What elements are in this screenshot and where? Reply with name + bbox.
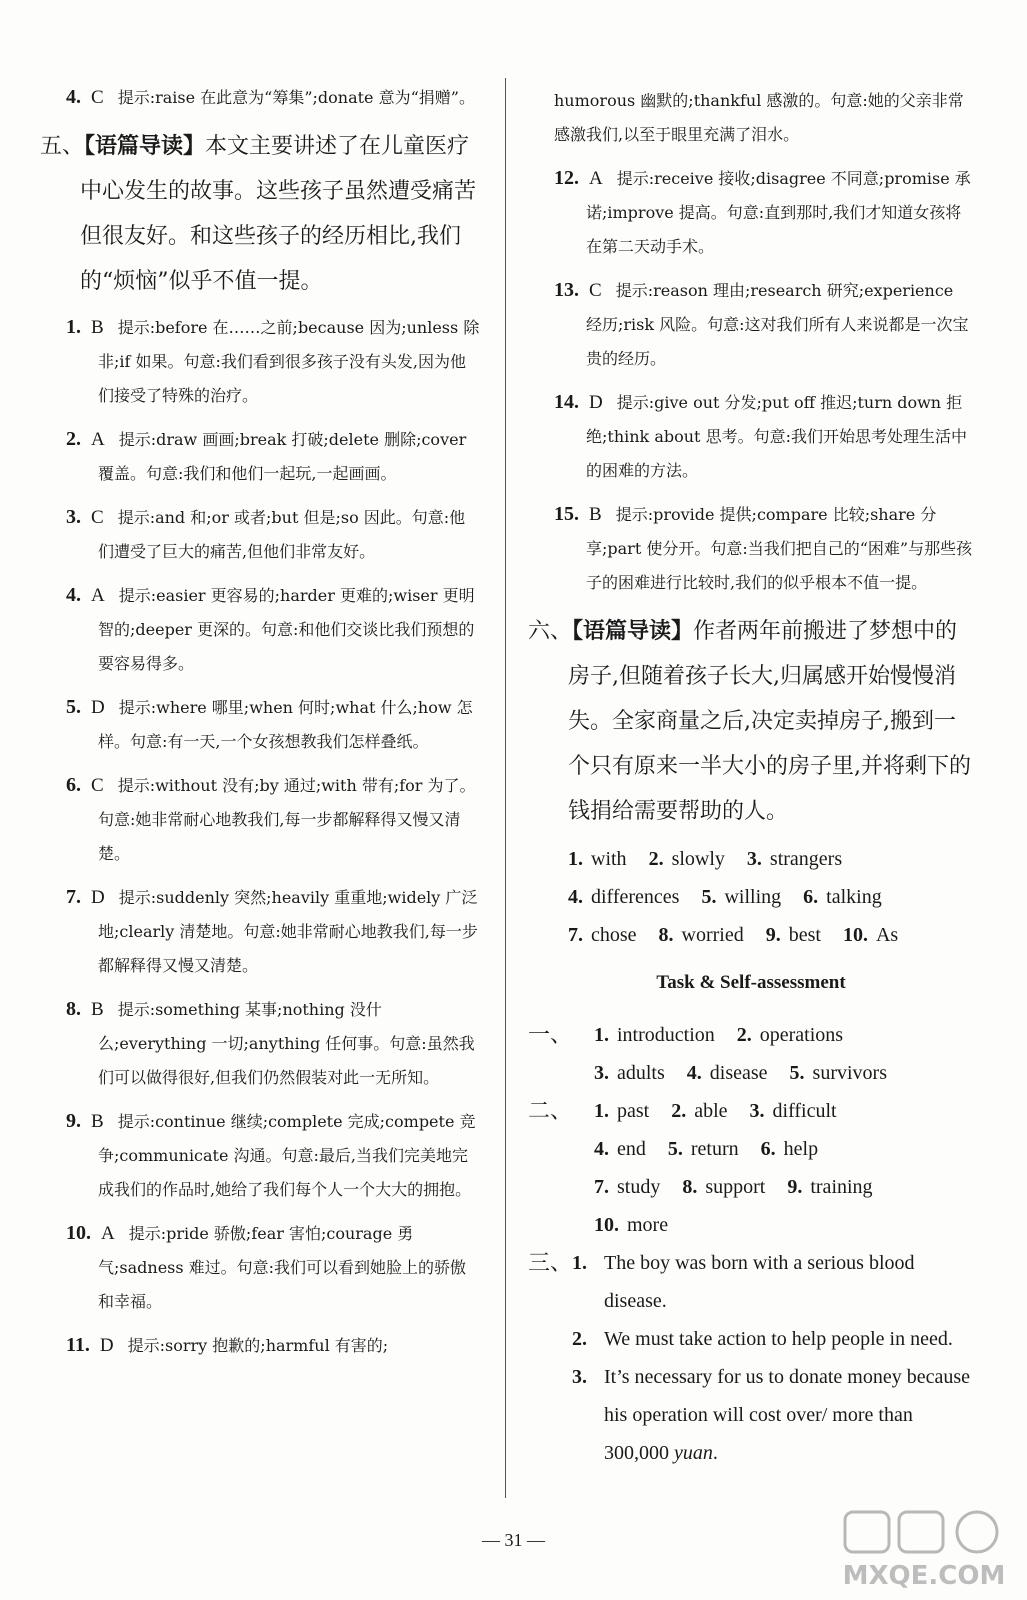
answer-word: differences: [591, 886, 680, 908]
item-number: 12.: [554, 167, 579, 189]
item-hint: 提示:where 哪里;when 何时;what 什么;how 怎样。句意:有一天,一个女孩想教我们怎样叠纸。: [98, 698, 473, 751]
answer-number: 5.: [701, 886, 717, 908]
answer-item: [40, 992, 480, 1095]
part-2-answers: [528, 1092, 974, 1244]
answer-number: 5.: [789, 1062, 805, 1084]
answer-number: 3.: [749, 1100, 765, 1122]
item-hint: 提示:pride 骄傲;fear 害怕;courage 勇气;sadness 难过。句意:我们可以看到她脸上的骄傲和幸福。: [98, 1224, 467, 1311]
answer-item: [40, 1216, 480, 1319]
part-marker: 一、: [528, 1022, 573, 1047]
answer-number: 6.: [760, 1138, 776, 1160]
answer-word: best: [788, 924, 821, 946]
answer-item: [528, 161, 974, 264]
section-6-guide: [528, 609, 974, 834]
answer-item: [40, 500, 480, 569]
item-hint: 提示:continue 继续;complete 完成;compete 竞争;communicate 沟通。句意:最后,当我们完美地完成我们的作品时,她给了我们每个人一个大大的拥抱。: [98, 1112, 476, 1199]
section-marker: 六、: [528, 619, 573, 644]
item-hint: 提示:draw 画画;break 打破;delete 删除;cover 覆盖。句意:我们和他们一起玩,一起画画。: [98, 430, 467, 483]
answer-word: As: [875, 924, 899, 946]
part-marker: 三、: [528, 1250, 573, 1275]
watermark-logo: [839, 1506, 1009, 1594]
left-column: [40, 80, 480, 1372]
item-hint: 提示:reason 理由;research 研究;experience 经历;risk 风险。句意:这对我们所有人来说都是一次宝贵的经历。: [586, 281, 969, 368]
answer-number: 8.: [658, 924, 674, 946]
item-answer: B: [91, 999, 104, 1020]
item-answer: C: [91, 775, 104, 796]
sentence-number: 3.: [572, 1366, 587, 1388]
answer-number: 3.: [594, 1062, 609, 1084]
item-hint: 提示:give out 分发;put off 推迟;turn down 拒绝;think about 思考。句意:我们开始思考处理生活中的困难的方法。: [586, 393, 967, 480]
item-hint: 提示:and 和;or 或者;but 但是;so 因此。句意:他们遭受了巨大的痛苦,但他们非常友好。: [98, 508, 466, 561]
answer-word: willing: [724, 886, 782, 908]
sentence-number: 1.: [572, 1252, 587, 1274]
answer-item: [40, 422, 480, 491]
watermark-text: MXQE.COM: [842, 1561, 1006, 1591]
item-number: 13.: [554, 279, 579, 301]
page-number: — 31 —: [482, 1530, 545, 1550]
right-answer-list: [528, 161, 974, 600]
answer-number: 10.: [842, 924, 868, 946]
answer-row: [594, 1130, 974, 1168]
answer-word: training: [810, 1176, 873, 1198]
answer-number: 9.: [787, 1176, 803, 1198]
section-label: 【语篇导读】: [572, 618, 694, 644]
answer-word: more: [627, 1214, 669, 1236]
translation-sentence: [528, 1244, 974, 1320]
answer-word: support: [705, 1176, 766, 1198]
item-hint: 提示:provide 提供;compare 比较;share 分享;part 使分开。句意:当我们把自己的“困难”与那些孩子的困难进行比较时,我们的似乎根本不值一提。: [586, 505, 973, 592]
answer-row: [594, 1092, 974, 1130]
answer-word: talking: [826, 886, 882, 908]
answer-number: 3.: [746, 848, 762, 870]
item-number: 8.: [66, 998, 81, 1020]
item-hint: 提示:suddenly 突然;heavily 重重地;widely 广泛地;clearly 清楚地。句意:她非常耐心地教我们,每一步都解释得又慢又清楚。: [98, 888, 478, 975]
answer-item: [40, 768, 480, 871]
item-number: 2.: [66, 428, 81, 450]
answer-item-4-prev: [40, 80, 480, 115]
item-number: 1.: [66, 316, 81, 338]
answer-number: 7.: [568, 924, 583, 946]
answer-word: with: [591, 848, 627, 870]
answer-word: help: [783, 1138, 819, 1160]
task-title: Task & Self-assessment: [656, 972, 846, 993]
item-number: 11.: [66, 1334, 90, 1356]
section-text: 本文主要讲述了在儿童医疗中心发生的故事。这些孩子虽然遭受痛苦但很友好。和这些孩子的经历相比,我们的“烦恼”似乎不值一提。: [80, 134, 477, 294]
answer-row: [568, 878, 974, 916]
part-1-answers: [528, 1016, 974, 1092]
answer-row: [568, 840, 974, 878]
item-answer: B: [91, 317, 104, 338]
answer-item: [40, 1328, 480, 1363]
answer-number: 4.: [594, 1138, 609, 1160]
answer-number: 8.: [682, 1176, 698, 1198]
item-number: 5.: [66, 696, 81, 718]
section-5-guide: [40, 124, 480, 304]
answer-word: past: [617, 1100, 650, 1122]
answer-word: study: [617, 1176, 661, 1198]
right-column: [528, 84, 974, 1472]
sentence-number: 2.: [572, 1328, 587, 1350]
item-answer: D: [99, 1335, 114, 1356]
item-answer: B: [589, 504, 602, 525]
answer-word: difficult: [772, 1100, 837, 1122]
answer-row: [594, 1168, 974, 1206]
answer-word: introduction: [617, 1024, 715, 1046]
item-answer: D: [91, 697, 105, 718]
answer-word: disease: [709, 1062, 768, 1084]
answer-row: [568, 916, 974, 954]
answer-item: [40, 690, 480, 759]
item-answer: A: [589, 168, 603, 189]
answer-number: 2.: [671, 1100, 687, 1122]
item-number: 4.: [66, 86, 81, 108]
item-answer: A: [91, 585, 105, 606]
answer-number: 1.: [594, 1024, 609, 1046]
section-text: 作者两年前搬进了梦想中的房子,但随着孩子长大,归属感开始慢慢消失。全家商量之后,决定卖掉房子,搬到一个只有原来一半大小的房子里,并将剩下的钱捐给需要帮助的人。: [568, 619, 971, 824]
answer-number: 1.: [568, 848, 583, 870]
item-hint: 提示:without 没有;by 通过;with 带有;for 为了。句意:她非常耐心地教我们,每一步都解释得又慢又清楚。: [98, 776, 476, 863]
answer-item: [40, 310, 480, 413]
sentence-end: .: [712, 1442, 718, 1464]
answer-word: worried: [681, 924, 744, 946]
answer-word: operations: [759, 1024, 844, 1046]
item-number: 3.: [66, 506, 81, 528]
answer-row: [594, 1054, 974, 1092]
answer-row: [594, 1016, 974, 1054]
item-number: 14.: [554, 391, 579, 413]
section-6-answers: [528, 840, 974, 954]
answer-word: chose: [591, 924, 637, 946]
answer-number: 7.: [594, 1176, 609, 1198]
answer-item: [40, 880, 480, 983]
item-number: 15.: [554, 503, 579, 525]
answer-number: 6.: [803, 886, 819, 908]
item-number: 4.: [66, 584, 81, 606]
item-hint: 提示:something 某事;nothing 没什么;everything 一切;anything 任何事。句意:虽然我们可以做得很好,但我们仍然假装对此一无所知。: [98, 1000, 475, 1087]
answer-word: return: [690, 1138, 739, 1160]
section-label: 【语篇导读】: [84, 133, 206, 159]
answer-item: [40, 578, 480, 681]
item-number: 9.: [66, 1110, 81, 1132]
answer-word: end: [617, 1138, 646, 1160]
answer-number: 9.: [765, 924, 781, 946]
answer-number: 2.: [648, 848, 664, 870]
item-answer: C: [589, 280, 602, 301]
item-answer: C: [91, 507, 104, 528]
answer-item: [528, 497, 974, 600]
item-answer: D: [91, 887, 105, 908]
answer-row: [594, 1206, 974, 1244]
column-divider: [505, 78, 506, 1498]
item-answer: B: [91, 1111, 104, 1132]
answer-item: [528, 273, 974, 376]
section-marker: 五、: [40, 134, 85, 159]
item-number: 7.: [66, 886, 81, 908]
answer-number: 4.: [686, 1062, 702, 1084]
item-answer: D: [589, 392, 603, 413]
answer-word: slowly: [671, 848, 725, 870]
item-number: 6.: [66, 774, 81, 796]
item-hint: 提示:easier 更容易的;harder 更难的;wiser 更明智的;deeper 更深的。句意:和他们交谈比我们预想的要容易得多。: [98, 586, 475, 673]
item-hint: 提示:receive 接收;disagree 不同意;promise 承诺;improve 提高。句意:直到那时,我们才知道女孩将在第二天动手术。: [586, 169, 971, 256]
item-hint: 提示:raise 在此意为“筹集”;donate 意为“捐赠”。: [117, 88, 475, 107]
answer-word: able: [694, 1100, 728, 1122]
answer-number: 2.: [736, 1024, 752, 1046]
item-answer: A: [101, 1223, 115, 1244]
part-3-sentences: [528, 1244, 974, 1472]
item-11-continued: humorous 幽默的;thankful 感激的。句意:她的父亲非常感激我们,以至于眼里充满了泪水。: [554, 91, 964, 144]
answer-number: 4.: [568, 886, 583, 908]
translation-sentence: [528, 1320, 974, 1358]
item-answer: A: [91, 429, 105, 450]
answer-word: strangers: [769, 848, 843, 870]
answer-number: 1.: [594, 1100, 609, 1122]
item-answer: C: [91, 87, 104, 108]
item-number: 10.: [66, 1222, 91, 1244]
answer-item: [528, 385, 974, 488]
sentence-text: We must take action to help people in need.: [604, 1328, 953, 1350]
answer-word: survivors: [812, 1062, 887, 1084]
answer-item: [40, 1104, 480, 1207]
translation-sentence: [528, 1358, 974, 1472]
sentence-text: It’s necessary for us to donate money because his operation will cost over/ more than 300,000: [604, 1366, 970, 1464]
part-marker: 二、: [528, 1098, 573, 1123]
item-hint: 提示:before 在……之前;because 因为;unless 除非;if 如果。句意:我们看到很多孩子没有头发,因为他们接受了特殊的治疗。: [98, 318, 480, 405]
answer-number: 5.: [667, 1138, 683, 1160]
answer-word: adults: [617, 1062, 665, 1084]
sentence-italic: yuan: [674, 1442, 713, 1464]
item-hint: 提示:sorry 抱歉的;harmful 有害的;: [127, 1336, 389, 1355]
answer-number: 10.: [594, 1214, 619, 1236]
sentence-text: The boy was born with a serious blood disease.: [604, 1252, 915, 1312]
left-answer-list: [40, 310, 480, 1363]
